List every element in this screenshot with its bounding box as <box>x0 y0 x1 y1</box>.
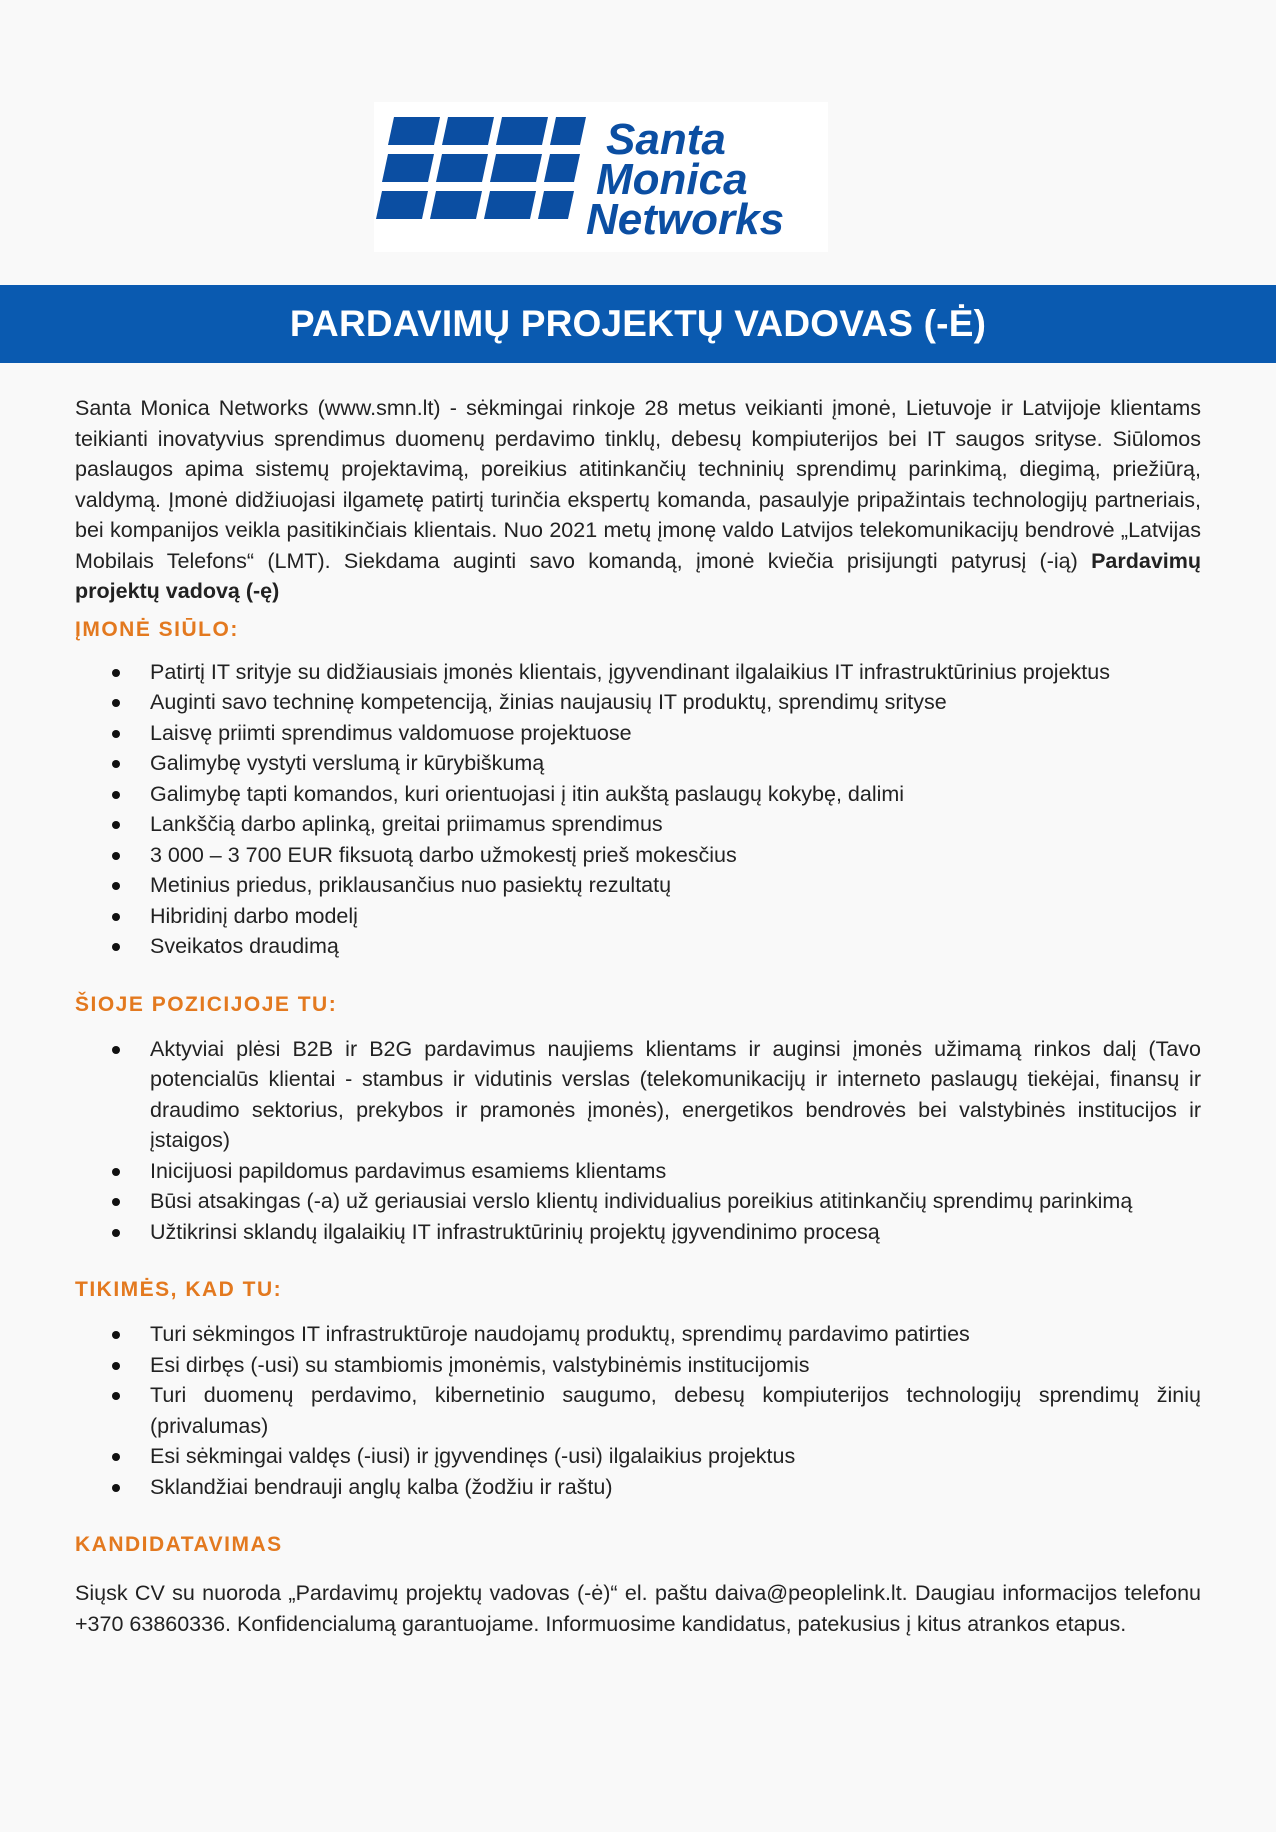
list-item: Galimybę vystyti verslumą ir kūrybiškumą <box>75 748 1201 779</box>
logo-line-monica: Monica <box>596 155 748 204</box>
list-item: Užtikrinsi sklandų ilgalaikių IT infrastruktūrinių projektų įgyvendinimo procesą <box>75 1217 1201 1248</box>
intro-position-name: Pardavimų projektų vadovą (-ę) <box>75 548 1201 603</box>
list-item: Lankščią darbo aplinką, greitai priimamus sprendimus <box>75 809 1201 840</box>
company-logo <box>374 102 828 252</box>
list-item: Laisvę priimti sprendimus valdomuose projektuose <box>75 718 1201 749</box>
list-item: Galimybę tapti komandos, kuri orientuojasi į itin aukštą paslaugų kokybę, dalimi <box>75 779 1201 810</box>
list-item: Auginti savo techninę kompetenciją, žinias naujausių IT produktų, sprendimų srityse <box>75 687 1201 718</box>
offers-heading: ĮMONĖ SIŪLO: <box>75 617 239 641</box>
list-item: Būsi atsakingas (-a) už geriausiai verslo klientų individualius poreikius atitinkančių sprendimų parinkimą <box>75 1186 1201 1217</box>
intro-paragraph <box>75 393 1201 607</box>
list-item: 3 000 – 3 700 EUR fiksuotą darbo užmokestį prieš mokesčius <box>75 840 1201 871</box>
list-item: Aktyviai plėsi B2B ir B2G pardavimus naujiems klientams ir auginsi įmonės užimamą rinkos dalį (Tavo potencialūs klientai - stambus ir vidutinis verslas (telekomunikacijų ir interneto paslaugų tiekėjai, finansų ir draudimo sektorius, prekybos ir pramonės įmonės), energetikos bendrovės bei valstybinės institucijos ir įstaigos) <box>75 1034 1201 1156</box>
intro-text: Santa Monica Networks (www.smn.lt) - sėkmingai rinkoje 28 metus veikianti įmonė, Lietuvoje ir Latvijoje klientams teikianti inovatyvius sprendimus duomenų perdavimo tinklų, debesų kompiuterijos bei IT saugos srityse. Siūlomos paslaugos apima sistemų projektavimą, poreikius atitinkančių techninių sprendimų parinkimą, diegimą, priežiūrą, valdymą. Įmonė didžiuojasi ilgametę patirtį turinčia ekspertų komanda, pasaulyje pripažintais technologijų partneriais, bei kompanijos veikla pasitikinčiais klientais. Nuo 2021 metų įmonę valdo Latvijos telekomunikacijų bendrovė „Latvijas Mobilais Telefons“ (LMT). Siekdama auginti savo komandą, įmonė kviečia prisijungti patyrusį (-ią) <box>75 396 1201 573</box>
list-item: Sveikatos draudimą <box>75 931 1201 962</box>
list-item: Inicijuosi papildomus pardavimus esamiems klientams <box>75 1156 1201 1187</box>
list-item: Turi sėkmingos IT infrastruktūroje naudojamų produktų, sprendimų pardavimo patirties <box>75 1319 1201 1350</box>
list-item: Esi sėkmingai valdęs (-iusi) ir įgyvendinęs (-usi) ilgalaikius projektus <box>75 1441 1201 1472</box>
list-item: Patirtį IT srityje su didžiausiais įmonės klientais, įgyvendinant ilgalaikius IT infrastruktūrinius projektus <box>75 657 1201 688</box>
logo-graphic <box>374 102 828 252</box>
offers-list <box>75 657 1201 962</box>
logo-stripes <box>376 117 586 219</box>
list-item: Metinius priedus, priklausančius nuo pasiektų rezultatų <box>75 870 1201 901</box>
list-item: Sklandžiai bendrauji anglų kalba (žodžiu ir raštu) <box>75 1472 1201 1503</box>
expect-heading: TIKIMĖS, KAD TU: <box>75 1278 283 1301</box>
list-item: Hibridinį darbo modelį <box>75 901 1201 932</box>
apply-heading: KANDIDATAVIMAS <box>75 1533 283 1556</box>
list-item: Esi dirbęs (-usi) su stambiomis įmonėmis, valstybinėmis institucijomis <box>75 1350 1201 1381</box>
page-title: PARDAVIMŲ PROJEKTŲ VADOVAS (-Ė) <box>289 303 987 344</box>
title-band <box>0 285 1276 363</box>
logo-line-santa: Santa <box>606 115 726 164</box>
apply-paragraph: Siųsk CV su nuoroda „Pardavimų projektų vadovas (-ė)“ el. paštu daiva@peoplelink.lt. Daugiau informacijos telefonu +370 63860336. Konfidencialumą garantuojame. Informuosime kandidatus, patekusius į kitus atrankos etapus. <box>75 1581 1201 1636</box>
expect-list <box>75 1319 1201 1502</box>
list-item: Turi duomenų perdavimo, kibernetinio saugumo, debesų kompiuterijos technologijų sprendimų žinių (privalumas) <box>75 1380 1201 1441</box>
position-heading: ŠIOJE POZICIJOJE TU: <box>75 992 338 1016</box>
document-body <box>75 393 1201 1639</box>
logo-line-networks: Networks <box>586 195 785 244</box>
position-list <box>75 1034 1201 1248</box>
